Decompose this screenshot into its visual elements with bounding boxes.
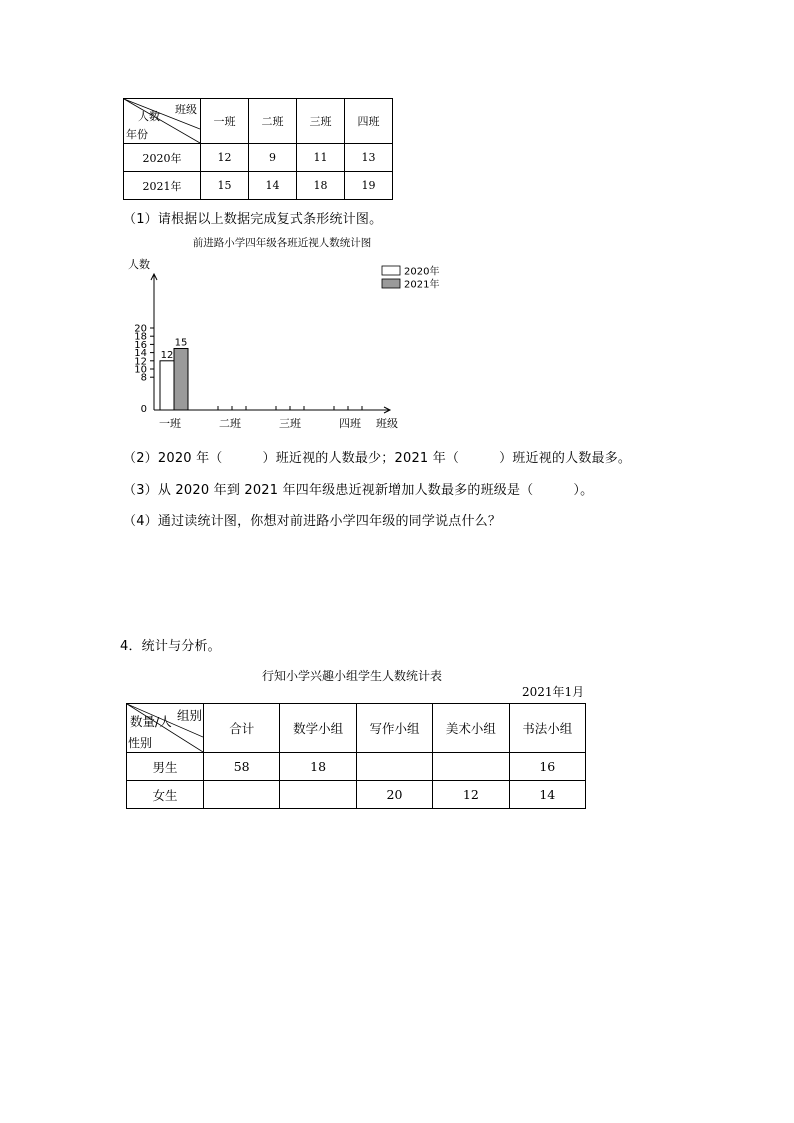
column-header: 合计 — [204, 704, 280, 753]
row-label: 女生 — [127, 781, 204, 809]
x-tick-label: 二班 — [219, 417, 241, 430]
row-label: 2020年 — [124, 144, 201, 172]
table-cell: 12 — [433, 781, 509, 809]
y-tick-label: 8 — [140, 372, 147, 384]
table-cell: 14 — [249, 172, 297, 200]
table-cell: 18 — [280, 753, 356, 781]
table-cell: 11 — [297, 144, 345, 172]
question-2-part-b: ）班近视的人数最少；2021 年（ — [262, 451, 460, 466]
myopia-bar-chart — [110, 232, 450, 438]
x-tick-label: 三班 — [279, 417, 301, 430]
header-bottom-label: 性别 — [128, 736, 153, 750]
table-cell — [356, 753, 432, 781]
chart-title: 前进路小学四年级各班近视人数统计图 — [192, 237, 372, 249]
question-3-part-b: ）。 — [573, 483, 594, 498]
column-header: 一班 — [201, 99, 249, 144]
legend-label: 2021年 — [404, 279, 440, 291]
table-cell: 18 — [297, 172, 345, 200]
column-header: 写作小组 — [356, 704, 432, 753]
chart-bars — [160, 338, 188, 411]
question-1: （1）请根据以上数据完成复式条形统计图。 — [123, 212, 383, 227]
y-ticks — [134, 324, 154, 416]
table-cell: 19 — [345, 172, 393, 200]
legend-label: 2020年 — [404, 266, 440, 278]
table-cell: 15 — [201, 172, 249, 200]
class-myopia-table — [123, 98, 393, 200]
table-cell — [280, 781, 356, 809]
diagonal-header-cell — [127, 704, 204, 753]
y-tick-label: 14 — [134, 348, 147, 360]
header-mid-label: 数量/人 — [130, 714, 172, 729]
bar-value-label: 15 — [174, 337, 188, 349]
question-2-part-c: ）班近视的人数最多。 — [499, 451, 632, 466]
column-header: 三班 — [297, 99, 345, 144]
x-tick-label: 四班 — [339, 417, 361, 430]
table-2-title: 行知小学兴趣小组学生人数统计表 — [261, 669, 442, 683]
column-header: 书法小组 — [509, 704, 585, 753]
y-tick-label: 12 — [134, 356, 147, 368]
table-row — [124, 172, 393, 200]
header-bottom-label: 年份 — [126, 128, 148, 141]
table-cell: 16 — [509, 753, 585, 781]
header-mid-label: 人数 — [138, 110, 160, 123]
chart-legend — [382, 265, 439, 291]
question-2-part-a: （2）2020 年（ — [123, 451, 223, 466]
legend-swatch — [382, 279, 400, 288]
diagonal-header-cell — [124, 99, 201, 144]
column-header: 四班 — [345, 99, 393, 144]
table-cell: 9 — [249, 144, 297, 172]
interest-group-table — [126, 703, 586, 809]
header-top-label: 班级 — [175, 103, 197, 116]
bar-value-label: 12 — [160, 349, 174, 361]
question-2 — [123, 447, 631, 466]
table-cell: 58 — [204, 753, 280, 781]
x-axis-label: 班级 — [376, 417, 398, 430]
table-cell — [433, 753, 509, 781]
column-header: 数学小组 — [280, 704, 356, 753]
question-3-part-a: （3）从 2020 年到 2021 年四年级患近视新增加人数最多的班级是（ — [123, 483, 534, 498]
y-tick-label: 10 — [134, 364, 147, 376]
table-cell — [204, 781, 280, 809]
question-3 — [123, 479, 593, 498]
legend-swatch — [382, 266, 400, 275]
section-4-heading: 4．统计与分析。 — [120, 639, 221, 654]
row-label: 男生 — [127, 753, 204, 781]
column-header: 二班 — [249, 99, 297, 144]
y-tick-label: 0 — [140, 404, 147, 415]
y-axis-label: 人数 — [128, 258, 150, 271]
x-tick-label: 一班 — [159, 417, 181, 430]
column-header: 美术小组 — [433, 704, 509, 753]
bar-2020 — [160, 361, 174, 410]
table-row — [124, 144, 393, 172]
table-cell: 13 — [345, 144, 393, 172]
table-row — [127, 781, 586, 809]
header-top-label: 组别 — [176, 708, 202, 723]
table-cell: 14 — [509, 781, 585, 809]
y-tick-label: 18 — [134, 331, 147, 343]
table-cell: 20 — [356, 781, 432, 809]
table-cell: 12 — [201, 144, 249, 172]
row-label: 2021年 — [124, 172, 201, 200]
table-row — [127, 753, 586, 781]
y-tick-label: 20 — [134, 323, 147, 335]
y-tick-label: 16 — [134, 339, 147, 351]
question-4: （4）通过读统计图，你想对前进路小学四年级的同学说点什么？ — [123, 514, 502, 529]
table-2-date: 2021年1月 — [522, 685, 585, 699]
bar-2021 — [174, 349, 188, 411]
